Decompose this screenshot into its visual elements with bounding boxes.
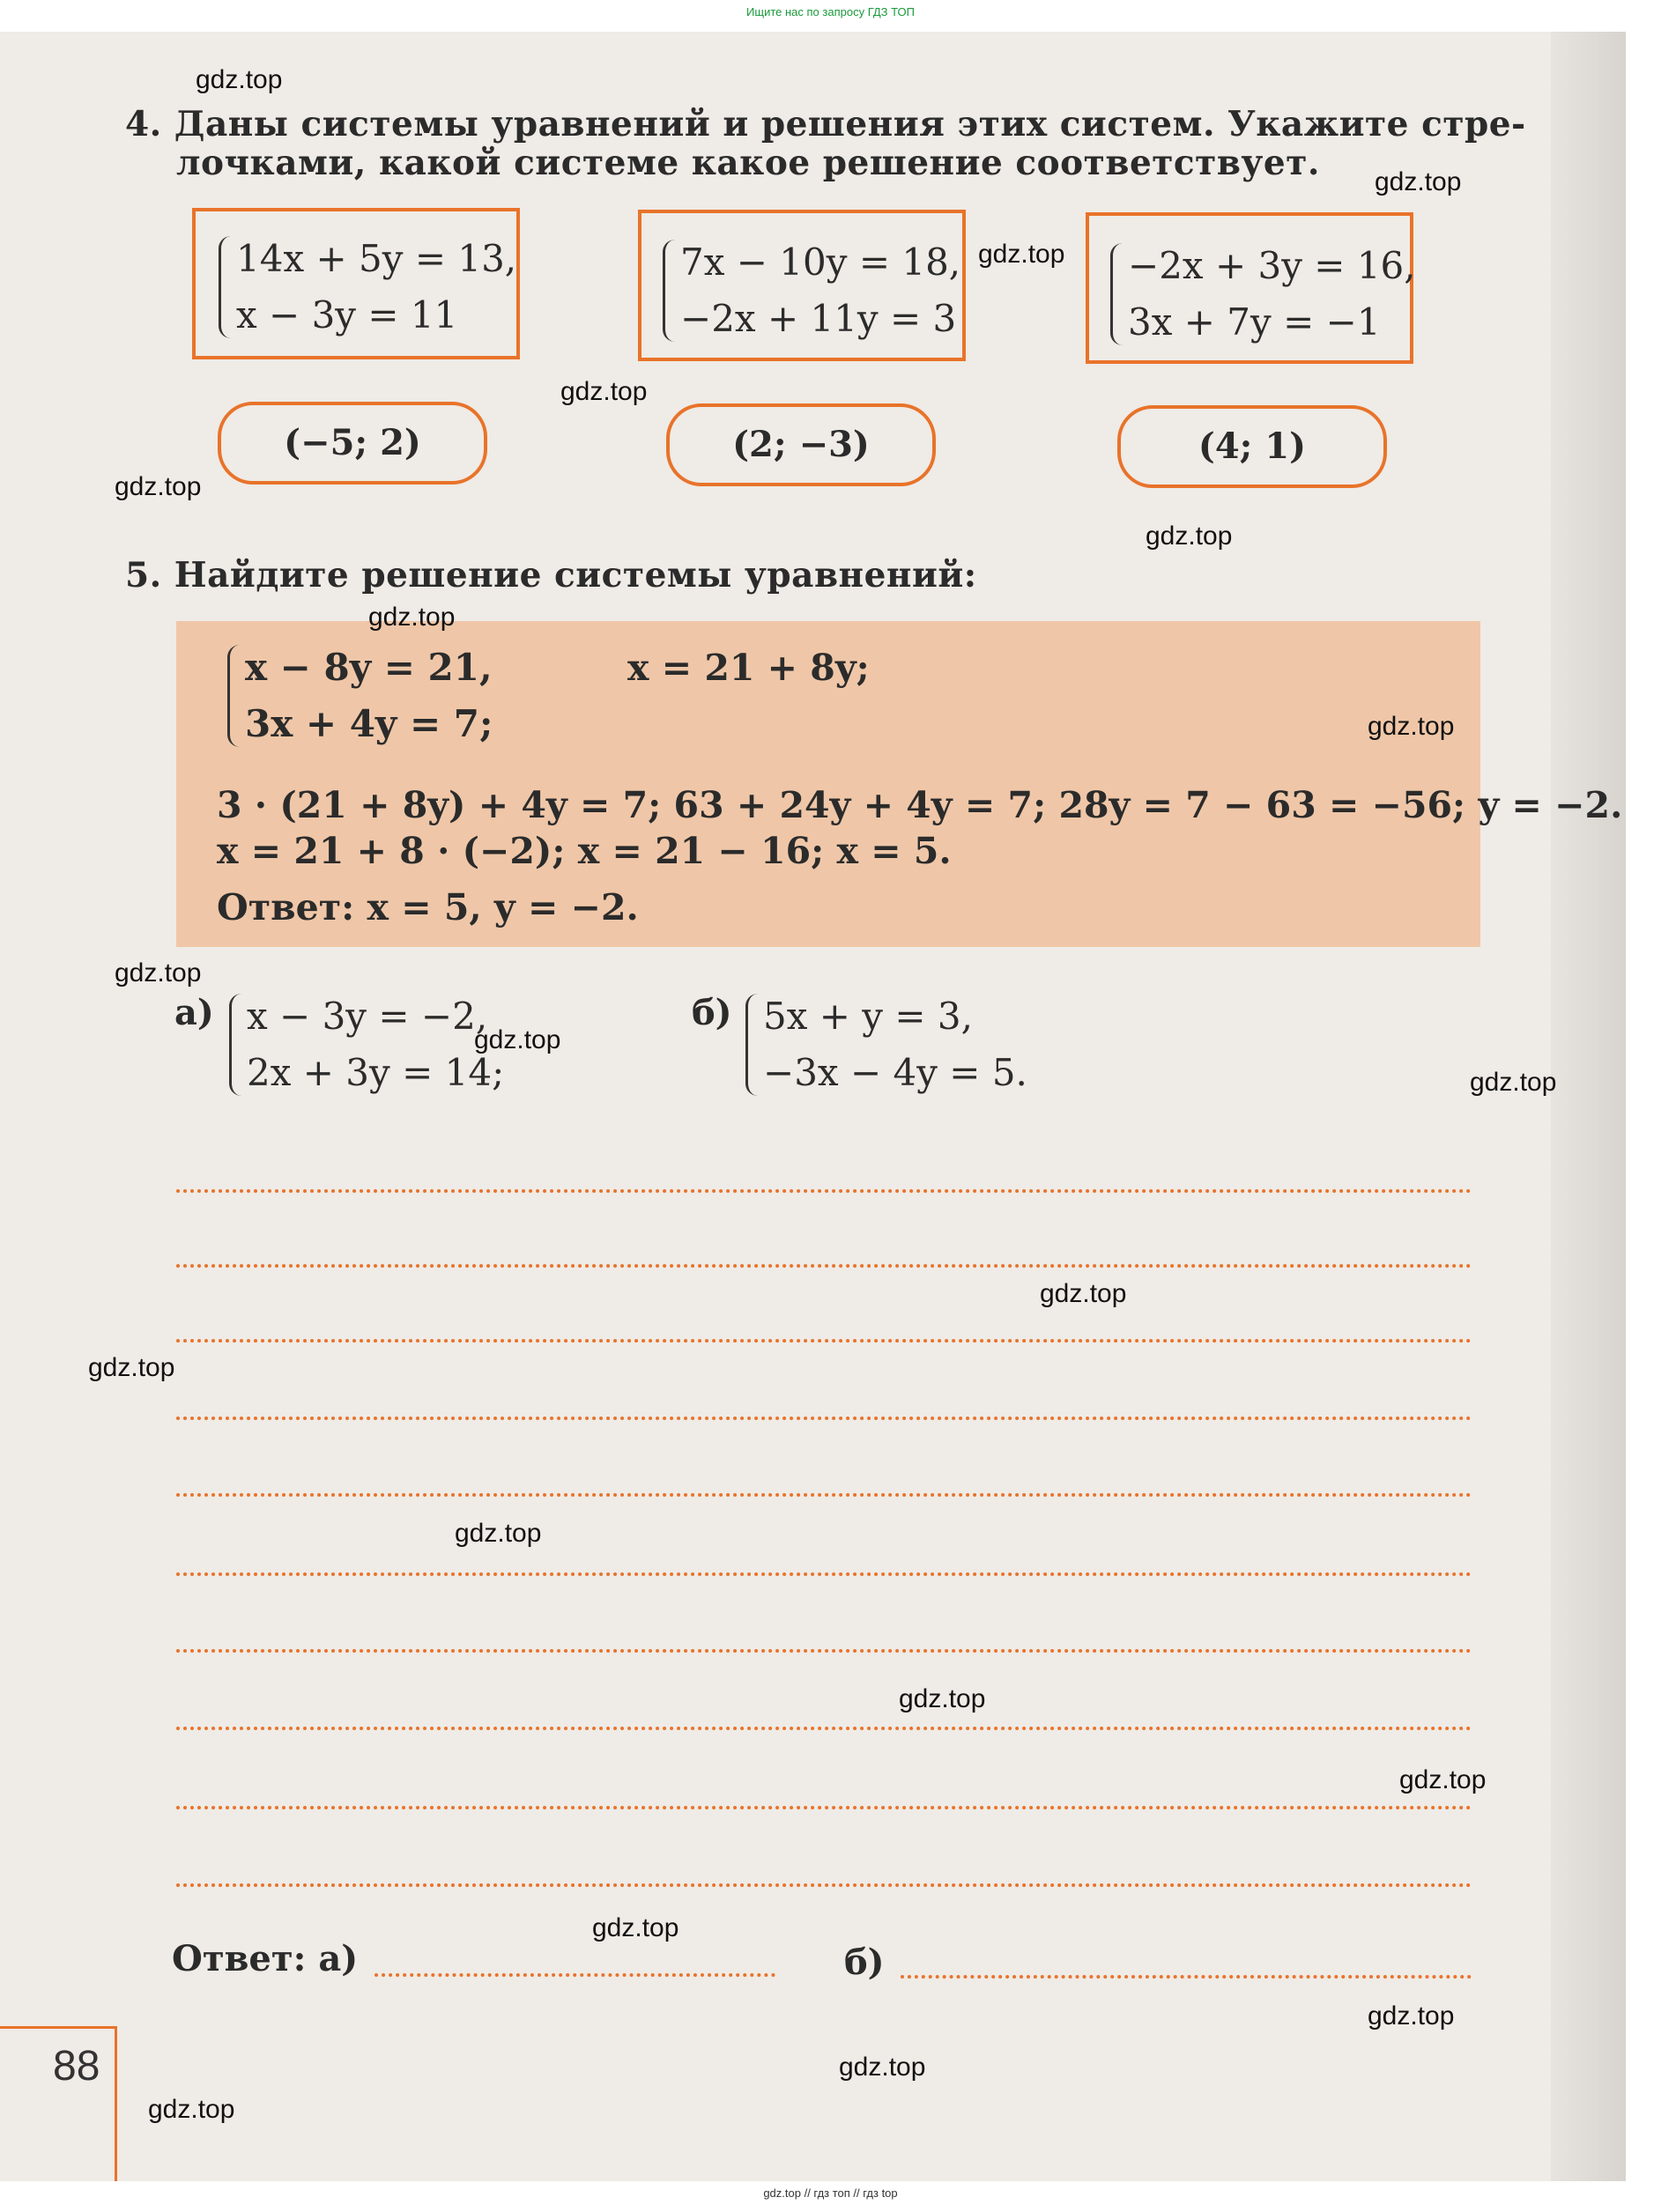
brace (663, 240, 676, 342)
watermark: gdz.top (474, 1025, 561, 1054)
watermark: gdz.top (1399, 1765, 1487, 1794)
watermark: gdz.top (1368, 712, 1455, 741)
watermark: gdz.top (1040, 1279, 1127, 1308)
example-answer (217, 886, 639, 928)
system-2-eq1: 7x − 10y = 18, (680, 240, 961, 284)
final-answer-label: Ответ: (172, 1938, 307, 1979)
watermark: gdz.top (1375, 167, 1462, 196)
part-a-eq2: 2x + 3y = 14; (247, 1051, 505, 1094)
answer-line[interactable] (176, 1493, 1472, 1497)
example-answer-value: x = 5, y = −2. (367, 886, 639, 928)
footer-note: gdz.top // гдз топ // гдз top (763, 2186, 898, 2200)
brace (745, 994, 759, 1096)
task5-heading (125, 555, 977, 596)
task4-text-line1: Даны системы уравнений и решения этих систем. Укажите стре- (174, 104, 1526, 144)
part-a-eq1: x − 3y = −2, (247, 995, 488, 1038)
watermark: gdz.top (899, 1684, 986, 1713)
part-b-label: б) (692, 992, 732, 1033)
brace (1110, 243, 1123, 345)
task4-line1 (125, 104, 1526, 144)
part-a-system (229, 988, 504, 1101)
watermark: gdz.top (368, 603, 456, 632)
part-b-eq1: 5x + y = 3, (763, 995, 973, 1038)
example-answer-label: Ответ: (217, 886, 355, 928)
watermark: gdz.top (839, 2053, 926, 2082)
answer-b-line[interactable] (901, 1975, 1472, 1979)
system-1 (219, 231, 516, 344)
answer-line[interactable] (176, 1189, 1472, 1193)
final-answer-a-label: а) (318, 1938, 359, 1979)
watermark: gdz.top (1470, 1068, 1557, 1097)
system-1-eq1: 14x + 5y = 13, (236, 237, 517, 280)
solution-1[interactable]: (−5; 2) (218, 402, 487, 485)
system-3-eq2: 3x + 7y = −1 (1128, 300, 1381, 344)
system-1-eq2: x − 3y = 11 (236, 293, 458, 337)
answer-line[interactable] (176, 1883, 1472, 1887)
page-edge-shadow (1551, 32, 1626, 2181)
watermark: gdz.top (1368, 2001, 1455, 2031)
part-b-eq2: −3x − 4y = 5. (763, 1051, 1027, 1094)
watermark: gdz.top (115, 472, 202, 501)
brace (219, 236, 232, 338)
system-3-eq1: −2x + 3y = 16, (1128, 244, 1416, 287)
task4-text-line2: лочками, какой системе какое решение соответствует. (176, 143, 1320, 183)
system-2 (663, 234, 960, 347)
answer-line[interactable] (176, 1264, 1472, 1268)
example-line1: 3 · (21 + 8y) + 4y = 7; 63 + 24y + 4y = 7; 28y = 7 − 63 = −56; y = −2. (217, 784, 1623, 826)
task4-number: 4. (125, 104, 162, 144)
example-eq1: x − 8y = 21, (245, 646, 493, 689)
answer-line[interactable] (176, 1417, 1472, 1420)
watermark: gdz.top (1146, 522, 1233, 551)
watermark: gdz.top (592, 1913, 679, 1942)
page-number: 88 (53, 2043, 100, 2090)
watermark: gdz.top (148, 2095, 235, 2124)
watermark: gdz.top (196, 65, 283, 94)
solution-3[interactable]: (4; 1) (1117, 405, 1387, 488)
example-system (227, 640, 493, 752)
header-note: Ищите нас по запросу ГДЗ ТОП (746, 5, 915, 18)
answer-line[interactable] (176, 1727, 1472, 1730)
watermark: gdz.top (978, 240, 1065, 269)
task5-number: 5. (125, 555, 162, 596)
system-2-eq2: −2x + 11y = 3 (680, 297, 957, 340)
watermark: gdz.top (455, 1519, 542, 1548)
watermark: gdz.top (115, 958, 202, 988)
example-substitution: x = 21 + 8y; (627, 647, 870, 689)
answer-line[interactable] (176, 1806, 1472, 1809)
watermark: gdz.top (560, 377, 648, 406)
answer-line[interactable] (176, 1649, 1472, 1653)
answer-line[interactable] (176, 1572, 1472, 1576)
task5-text: Найдите решение системы уравнений: (174, 555, 977, 596)
part-a-label: а) (174, 992, 214, 1033)
answer-line[interactable] (176, 1339, 1472, 1343)
final-answer-b-label: б) (844, 1942, 885, 1983)
final-answer (172, 1938, 358, 1979)
solution-2[interactable]: (2; −3) (666, 403, 936, 486)
part-b-system (745, 988, 1027, 1101)
example-eq2: 3x + 4y = 7; (245, 702, 493, 745)
watermark: gdz.top (88, 1353, 175, 1382)
brace (229, 994, 242, 1096)
system-3 (1110, 238, 1416, 351)
brace (227, 645, 241, 747)
answer-a-line[interactable] (374, 1973, 775, 1977)
example-line2: x = 21 + 8 · (−2); x = 21 − 16; x = 5. (217, 830, 952, 872)
